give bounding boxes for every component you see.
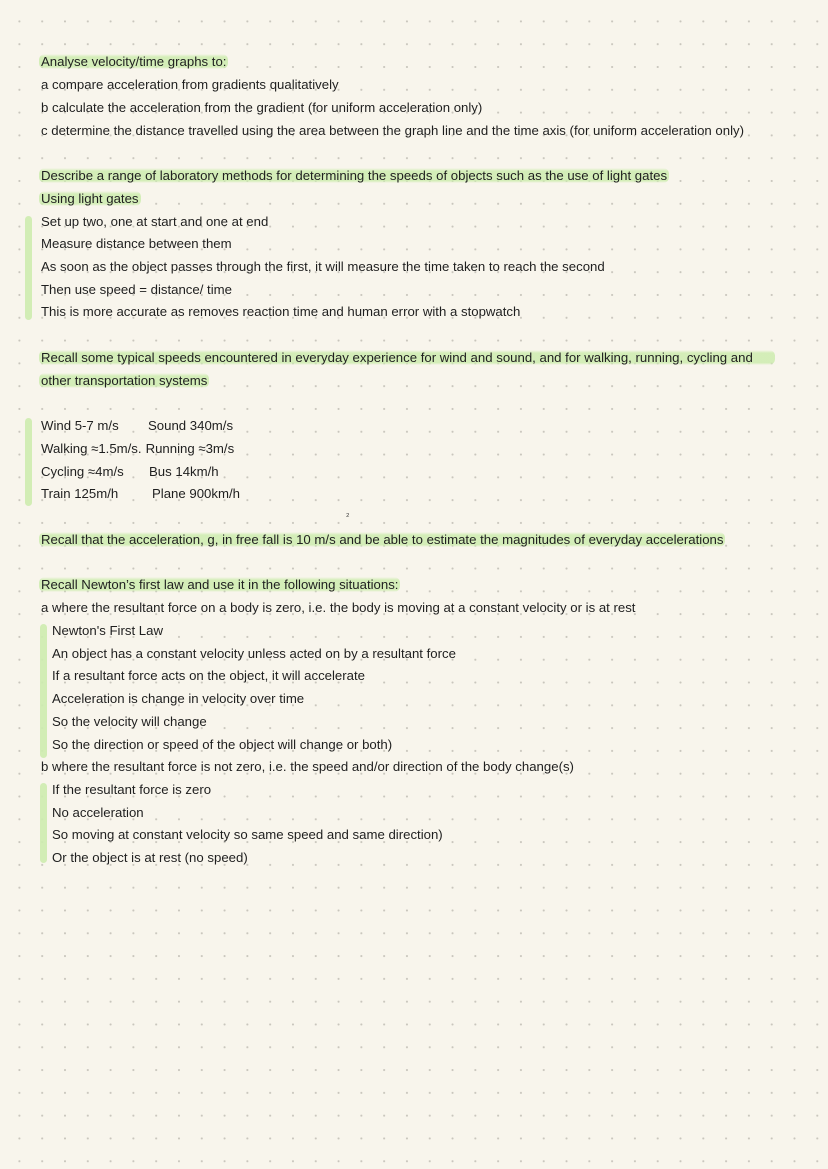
- list-item: This is more accurate as removes reaction time and human error with a stopwatch: [41, 304, 521, 319]
- heading-text: Recall that the acceleration, g, in free fall is 10 m/s and be able to estimate the magnitudes of everyday accelerations: [41, 532, 724, 547]
- highlight-bar: [25, 216, 32, 320]
- list-item: No acceleration: [52, 805, 144, 820]
- list-item: Or the object is at rest (no speed): [52, 850, 248, 865]
- speed-right: Sound 340m/s: [148, 418, 234, 433]
- speed-row: [41, 440, 234, 458]
- section-heading-typical-speeds-continued: [41, 372, 209, 390]
- list-item: Then use speed = distance/ time: [41, 282, 232, 297]
- heading-text: Recall Newton’s first law and use it in the following situations:: [41, 577, 399, 592]
- speed-left: Walking ≈1.5m/s.: [41, 441, 142, 456]
- list-item: Newton's First Law: [52, 623, 163, 638]
- sub-point-b: b where the resultant force is not zero, i.e. the speed and/or direction of the body change(s): [41, 759, 574, 774]
- list-item: If the resultant force is zero: [52, 782, 212, 797]
- list-item: Set up two, one at start and one at end: [41, 214, 269, 229]
- subheading-light-gates: [41, 190, 141, 208]
- heading-text: Describe a range of laboratory methods for determining the speeds of objects such as the use of light gates: [41, 168, 668, 183]
- list-item: a compare acceleration from gradients qualitatively: [41, 77, 339, 92]
- list-item: As soon as the object passes through the first, it will measure the time taken to reach the second: [41, 259, 605, 274]
- list-item: If a resultant force acts on the object, it will accelerate: [52, 668, 365, 683]
- list-item: b calculate the acceleration from the gradient (for uniform acceleration only): [41, 100, 483, 115]
- list-item: So the direction or speed of the object will change or both): [52, 737, 393, 752]
- speed-row: [41, 417, 234, 435]
- section-heading-lab-methods: [41, 167, 669, 185]
- section-heading-velocity-time-graphs: [41, 53, 228, 71]
- speed-row: [41, 485, 240, 503]
- highlight-bar: [40, 783, 47, 863]
- section-heading-typical-speeds: [41, 349, 775, 367]
- list-item: So moving at constant velocity so same speed and same direction): [52, 827, 443, 842]
- speed-left: Cycling ≈4m/s: [41, 464, 124, 479]
- stray-mark: ₂: [346, 508, 350, 518]
- list-item: c determine the distance travelled using the area between the graph line and the time axis (for uniform acceleration only): [41, 123, 744, 138]
- speed-left: Wind 5-7 m/s: [41, 418, 119, 433]
- speed-row: [41, 463, 219, 481]
- list-item: An object has a constant velocity unless acted on by a resultant force: [52, 646, 456, 661]
- section-heading-newtons-first-law: [41, 576, 400, 594]
- heading-text: other transportation systems: [41, 373, 208, 388]
- highlight-bar: [40, 624, 47, 758]
- sub-point-a: a where the resultant force on a body is zero, i.e. the body is moving at a constant velocity or is at rest: [41, 600, 636, 615]
- highlight-bar: [25, 418, 32, 506]
- speed-left: Train 125m/h: [41, 486, 119, 501]
- speed-right: Running ≈3m/s: [145, 441, 235, 456]
- list-item: Acceleration is change in velocity over time: [52, 691, 305, 706]
- list-item: Measure distance between them: [41, 236, 232, 251]
- list-item: So the velocity will change: [52, 714, 207, 729]
- speed-right: Bus 14km/h: [149, 464, 219, 479]
- subheading-text: Using light gates: [41, 191, 139, 206]
- section-heading-free-fall: [41, 531, 725, 549]
- speed-right: Plane 900km/h: [152, 486, 240, 501]
- heading-text: Recall some typical speeds encountered in everyday experience for wind and sound, and for walking, running, cycling and: [39, 350, 775, 365]
- heading-text: Analyse velocity/time graphs to:: [41, 54, 227, 69]
